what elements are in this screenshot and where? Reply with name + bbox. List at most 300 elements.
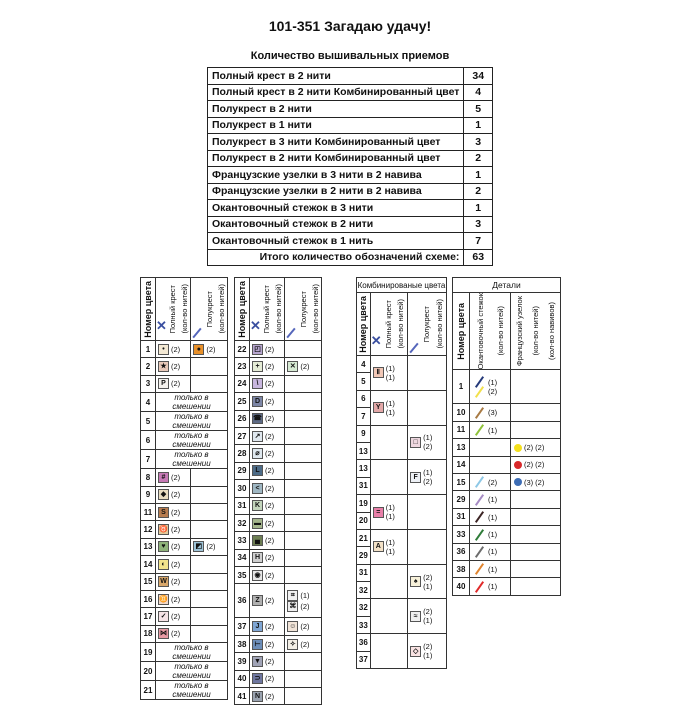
- page-title: 101-351 Загадаю удачу!: [268, 18, 432, 34]
- half-cross-cell: [285, 427, 322, 444]
- technique-label: Французские узелки в 2 нити в 2 навива: [208, 183, 464, 200]
- total-count: 63: [464, 249, 493, 266]
- header-text: (кол-во нитей): [310, 284, 320, 334]
- header-text: Номер цвета: [237, 280, 247, 338]
- color-number: 40: [235, 670, 250, 687]
- border-stitch-cell: [470, 508, 511, 525]
- color-number: 39: [235, 653, 250, 670]
- full-cross-header: [156, 278, 191, 341]
- symbol-swatch: ≈: [410, 611, 421, 622]
- border-stitch-cell: [470, 370, 511, 404]
- border-stitch-cell: [470, 473, 511, 490]
- thread-count: (2): [423, 572, 433, 582]
- column-header: [453, 293, 470, 370]
- thread-count: (2): [206, 542, 216, 552]
- symbol-swatch: Z: [252, 595, 263, 606]
- thread-count: (1): [488, 495, 498, 505]
- full-cross-cell: [250, 670, 285, 687]
- color-number: 6: [141, 431, 156, 450]
- symbol-swatch: ◆: [158, 489, 169, 500]
- combined-row: [357, 356, 447, 373]
- half-cross-cell: [285, 410, 322, 427]
- legend-row: [141, 538, 228, 555]
- symbol-swatch: ♉: [159, 526, 168, 534]
- symbol-swatch: #: [158, 472, 169, 483]
- technique-label: Французские узелки в 3 нити в 2 навива: [208, 167, 464, 184]
- symbol-swatch: ▼: [252, 656, 263, 667]
- half-cross-cell: [285, 567, 322, 584]
- thread-count: (2): [171, 507, 181, 517]
- details-row: [453, 421, 561, 438]
- column-header: [235, 278, 250, 341]
- color-number: 3: [141, 375, 156, 392]
- thread-count: (2): [171, 379, 181, 389]
- combined-row: [357, 634, 447, 651]
- full-cross-cell: [250, 341, 285, 358]
- technique-label: Окантовочный стежок в 3 нити: [208, 200, 464, 217]
- color-number: 30: [235, 480, 250, 497]
- thread-count: (2): [265, 639, 275, 649]
- color-number: 13: [357, 442, 371, 459]
- legend-row: [141, 573, 228, 590]
- border-stitch-line: [475, 407, 484, 419]
- half-cross-cell: [285, 635, 322, 652]
- half-cross-cell: [191, 469, 228, 486]
- thread-count: (2): [524, 443, 534, 453]
- color-number: 31: [235, 497, 250, 514]
- header-text: (кол-во нитей): [179, 284, 189, 334]
- symbol-swatch: L: [252, 465, 263, 476]
- full-cross-header: [370, 293, 407, 356]
- thread-count: (1): [385, 537, 395, 547]
- technique-label: Полукрест в 2 нити: [208, 101, 464, 118]
- color-number: 29: [453, 491, 470, 508]
- french-knot-header: [511, 293, 561, 370]
- french-knot-cell: [511, 526, 561, 543]
- color-number: 34: [235, 549, 250, 566]
- symbol-swatch: ◰: [252, 344, 263, 355]
- header-text: Полный крест: [383, 299, 393, 349]
- thread-count: (2): [265, 656, 275, 666]
- symbol-swatch: F: [410, 472, 421, 483]
- half-cross-cell: [285, 653, 322, 670]
- color-number: 6: [357, 390, 371, 407]
- legend-row: [235, 410, 322, 427]
- thread-count: (1): [423, 651, 433, 661]
- symbol-swatch: H: [252, 552, 263, 563]
- column-header: [141, 278, 156, 341]
- half-cross-cell: [285, 445, 322, 462]
- header-text: Полный крест: [168, 284, 178, 334]
- header-row: [453, 293, 561, 370]
- legend-row: [235, 497, 322, 514]
- color-number: 29: [235, 462, 250, 479]
- french-knot-dot: [514, 461, 522, 469]
- legend-row: [141, 450, 228, 469]
- half-cross-cell: [285, 375, 322, 392]
- full-cross-cell: [156, 556, 191, 573]
- thread-count: (1): [385, 407, 395, 417]
- summary-row: [208, 200, 493, 217]
- legend-row: [235, 635, 322, 652]
- combined-title-row: [357, 278, 447, 293]
- color-number: 1: [141, 341, 156, 358]
- color-number: 33: [235, 532, 250, 549]
- half-cross-cell: [191, 590, 228, 607]
- legend-row: [141, 486, 228, 503]
- color-number: 16: [141, 590, 156, 607]
- thread-count: (2): [488, 477, 498, 487]
- color-number: 13: [453, 439, 470, 456]
- color-number: 15: [453, 473, 470, 490]
- thread-count: (2): [300, 622, 310, 632]
- thread-count: (2): [171, 472, 181, 482]
- header-row: [235, 278, 322, 341]
- color-number: 14: [453, 456, 470, 473]
- full-cross-cell: [370, 356, 407, 391]
- color-number: 20: [357, 512, 371, 529]
- symbol-swatch: +: [252, 361, 263, 372]
- symbol-swatch: P: [158, 378, 169, 389]
- thread-count: (2): [265, 553, 275, 563]
- symbol-swatch: ◉: [252, 570, 263, 581]
- color-number: 23: [235, 358, 250, 375]
- symbol-swatch: N: [252, 691, 263, 702]
- border-stitch-cell: [470, 456, 511, 473]
- color-number: 37: [357, 651, 371, 668]
- color-number: 7: [141, 450, 156, 469]
- symbol-swatch: ☎: [253, 415, 262, 423]
- details-row: [453, 560, 561, 577]
- symbol-swatch: ♥: [158, 541, 169, 552]
- border-stitch-line: [475, 511, 484, 523]
- summary-row: [208, 134, 493, 151]
- symbol-swatch: ☺: [289, 623, 297, 631]
- header-text: Полукрест: [422, 305, 432, 343]
- half-cross-icon: [193, 327, 202, 337]
- border-stitch-line: [475, 494, 484, 506]
- french-knot-cell: [511, 404, 561, 421]
- color-number: 40: [453, 578, 470, 595]
- full-cross-cell: [156, 486, 191, 503]
- color-number: 11: [141, 503, 156, 520]
- border-stitch-line: [475, 581, 484, 593]
- legend-row: [141, 393, 228, 412]
- technique-count: 7: [464, 233, 493, 250]
- details-title: Детали: [453, 278, 561, 293]
- full-cross-cell: [250, 445, 285, 462]
- thread-count: (2): [300, 601, 310, 611]
- full-cross-cell: [250, 375, 285, 392]
- color-number: 36: [453, 543, 470, 560]
- summary-row: [208, 117, 493, 134]
- thread-count: (1): [488, 564, 498, 574]
- half-cross-cell: [191, 608, 228, 625]
- full-cross-cell: [156, 538, 191, 555]
- border-stitch-line: [475, 546, 484, 558]
- summary-row: [208, 84, 493, 101]
- full-cross-cell: [156, 573, 191, 590]
- symbol-swatch: \: [252, 378, 263, 389]
- half-cross-header: [285, 278, 322, 341]
- details-row: [453, 491, 561, 508]
- color-number: 22: [235, 341, 250, 358]
- legend-row: [141, 608, 228, 625]
- color-number: 19: [357, 495, 371, 512]
- full-cross-cell: [156, 341, 191, 358]
- header-text: Французский узелок: [514, 296, 524, 367]
- technique-count: 5: [464, 101, 493, 118]
- header-text: Полукрест: [204, 290, 214, 328]
- summary-row: [208, 150, 493, 167]
- half-cross-cell: [191, 503, 228, 520]
- thread-count: (1): [423, 468, 433, 478]
- symbol-swatch: W: [158, 576, 169, 587]
- thread-count: (1): [488, 582, 498, 592]
- legend-row: [235, 462, 322, 479]
- french-knot-cell: [511, 370, 561, 404]
- color-number: 15: [141, 573, 156, 590]
- color-number: 31: [357, 564, 371, 581]
- technique-label: Окантовочный стежок в 2 нити: [208, 216, 464, 233]
- half-cross-cell: [285, 480, 322, 497]
- symbol-swatch: ✓: [158, 611, 169, 622]
- technique-count: 1: [464, 200, 493, 217]
- legend-row: [235, 618, 322, 635]
- details-row: [453, 370, 561, 404]
- french-knot-cell: [511, 491, 561, 508]
- full-cross-cell: [370, 564, 407, 599]
- summary-row: [208, 101, 493, 118]
- symbol-swatch: ◇: [410, 646, 421, 657]
- symbol-swatch: ♠: [410, 576, 421, 587]
- half-cross-cell: [191, 521, 228, 538]
- thread-count: (2): [423, 442, 433, 452]
- technique-label: Полный крест в 2 нити: [208, 68, 464, 85]
- symbol-swatch: □: [410, 437, 421, 448]
- full-cross-cell: [370, 495, 407, 530]
- full-cross-cell: [250, 497, 285, 514]
- color-number: 35: [235, 567, 250, 584]
- header-text: (кол-во навивов): [547, 302, 557, 361]
- border-stitch-cell: [470, 404, 511, 421]
- half-cross-cell: [191, 486, 228, 503]
- color-number: 4: [141, 393, 156, 412]
- mix-only-note: только в смешении: [156, 450, 228, 469]
- full-cross-cell: [250, 532, 285, 549]
- legend-row: [141, 431, 228, 450]
- thread-count: (2): [171, 542, 181, 552]
- cross-icon: ✕: [370, 332, 382, 348]
- color-number: 38: [453, 560, 470, 577]
- french-knot-cell: [511, 473, 561, 490]
- color-number: 24: [235, 375, 250, 392]
- border-stitch-line: [475, 476, 484, 488]
- details-row: [453, 404, 561, 421]
- french-knot-dot: [514, 478, 522, 486]
- mix-only-note: только в смешении: [156, 393, 228, 412]
- french-knot-cell: [511, 439, 561, 456]
- color-number: 28: [235, 445, 250, 462]
- thread-count: (2): [265, 483, 275, 493]
- technique-count: 1: [464, 167, 493, 184]
- full-cross-cell: [250, 567, 285, 584]
- french-knot-cell: [511, 578, 561, 595]
- full-cross-cell: [370, 599, 407, 634]
- thread-count: (2): [488, 387, 498, 397]
- legend-table-2: [234, 277, 322, 705]
- legend-row: [141, 662, 228, 681]
- thread-count: (2): [171, 577, 181, 587]
- color-number: 5: [141, 412, 156, 431]
- legend-row: [235, 480, 322, 497]
- color-number: 33: [453, 526, 470, 543]
- full-cross-cell: [156, 625, 191, 642]
- full-cross-cell: [250, 549, 285, 566]
- details-row: [453, 439, 561, 456]
- full-cross-cell: [250, 462, 285, 479]
- full-cross-cell: [156, 521, 191, 538]
- color-number: 10: [453, 404, 470, 421]
- color-number: 31: [357, 477, 371, 494]
- legend-row: [141, 358, 228, 375]
- header-text: (кол-во нитей): [435, 299, 445, 349]
- french-knot-cell: [511, 560, 561, 577]
- summary-row: [208, 216, 493, 233]
- thread-count: (2): [265, 362, 275, 372]
- header-row: [357, 293, 447, 356]
- header-text: Окантовочный стежок: [475, 293, 485, 370]
- color-number: 4: [357, 356, 371, 373]
- color-number: 14: [141, 556, 156, 573]
- legend-row: [235, 341, 322, 358]
- summary-table: [207, 67, 493, 266]
- thread-count: (2): [535, 460, 545, 470]
- border-stitch-cell: [470, 560, 511, 577]
- full-cross-cell: [250, 635, 285, 652]
- full-cross-cell: [250, 688, 285, 705]
- full-cross-cell: [250, 410, 285, 427]
- thread-count: (2): [300, 362, 310, 372]
- half-cross-cell: [285, 497, 322, 514]
- technique-count: 3: [464, 134, 493, 151]
- half-cross-cell: [408, 495, 447, 530]
- legend-row: [235, 514, 322, 531]
- border-stitch-cell: [470, 578, 511, 595]
- half-cross-cell: [408, 356, 447, 391]
- technique-label: Полукрест в 3 нити Комбинированный цвет: [208, 134, 464, 151]
- full-cross-cell: [370, 425, 407, 460]
- color-number: 13: [141, 538, 156, 555]
- full-cross-cell: [156, 375, 191, 392]
- half-cross-cell: [191, 538, 228, 555]
- thread-count: (2): [265, 414, 275, 424]
- color-number: 20: [141, 662, 156, 681]
- legend-row: [235, 427, 322, 444]
- french-knot-cell: [511, 421, 561, 438]
- full-cross-cell: [250, 393, 285, 410]
- color-number: 5: [357, 373, 371, 390]
- header-text: (кол-во нитей): [273, 284, 283, 334]
- header-text: Номер цвета: [358, 295, 369, 353]
- combined-row: [357, 599, 447, 616]
- thread-count: (1): [385, 503, 395, 513]
- half-cross-header: [408, 293, 447, 356]
- symbol-swatch: ⊢: [252, 639, 263, 650]
- thread-count: (3): [488, 408, 498, 418]
- summary-row: [208, 167, 493, 184]
- legend-row: [235, 549, 322, 566]
- header-text: Полный крест: [262, 284, 272, 334]
- symbol-swatch: ⊃: [252, 673, 263, 684]
- color-number: 21: [141, 681, 156, 700]
- legend-row: [141, 590, 228, 607]
- symbol-swatch: ⌀: [252, 448, 263, 459]
- thread-count: (2): [265, 691, 275, 701]
- symbol-swatch: ▬: [254, 519, 261, 527]
- thread-count: (2): [171, 559, 181, 569]
- full-cross-cell: [370, 460, 407, 495]
- color-number: 26: [235, 410, 250, 427]
- legend-row: [141, 625, 228, 642]
- symbol-swatch: S: [158, 507, 169, 518]
- legend-row: [235, 358, 322, 375]
- thread-count: (2): [524, 460, 534, 470]
- thread-count: (1): [423, 616, 433, 626]
- thread-count: (2): [535, 477, 545, 487]
- combined-row: [357, 425, 447, 442]
- cross-icon: ✕: [250, 317, 261, 333]
- thread-count: (2): [206, 344, 216, 354]
- color-number: 21: [357, 529, 371, 546]
- thread-count: (2): [171, 490, 181, 500]
- header-text: (кол-во нитей): [216, 284, 226, 334]
- thread-count: (1): [488, 530, 498, 540]
- cross-icon: ✕: [156, 317, 167, 333]
- half-cross-header: [191, 278, 228, 341]
- combined-row: [357, 529, 447, 546]
- combined-row: [357, 390, 447, 407]
- full-cross-cell: [156, 503, 191, 520]
- thread-count: (1): [488, 425, 498, 435]
- color-number: 25: [235, 393, 250, 410]
- thread-count: (1): [488, 512, 498, 522]
- mix-only-note: только в смешении: [156, 681, 228, 700]
- thread-count: (1): [385, 546, 395, 556]
- mix-only-note: только в смешении: [156, 643, 228, 662]
- symbol-swatch: ↗: [252, 431, 263, 442]
- thread-count: (1): [385, 512, 395, 522]
- legend-row: [235, 393, 322, 410]
- half-cross-cell: [285, 462, 322, 479]
- symbol-swatch: ⌘: [289, 602, 297, 610]
- border-stitch-cell: [470, 421, 511, 438]
- technique-label: Полный крест в 2 нити Комбинированный цвет: [208, 84, 464, 101]
- full-cross-cell: [250, 618, 285, 635]
- color-number: 32: [235, 514, 250, 531]
- border-stitch-header: [470, 293, 511, 370]
- thread-count: (1): [300, 590, 310, 600]
- legend-row: [235, 567, 322, 584]
- half-cross-cell: [285, 341, 322, 358]
- symbol-swatch: <: [252, 483, 263, 494]
- thread-count: (2): [265, 535, 275, 545]
- full-cross-cell: [370, 529, 407, 564]
- full-cross-cell: [156, 590, 191, 607]
- thread-count: (2): [265, 396, 275, 406]
- legend-row: [141, 469, 228, 486]
- thread-count: (2): [265, 674, 275, 684]
